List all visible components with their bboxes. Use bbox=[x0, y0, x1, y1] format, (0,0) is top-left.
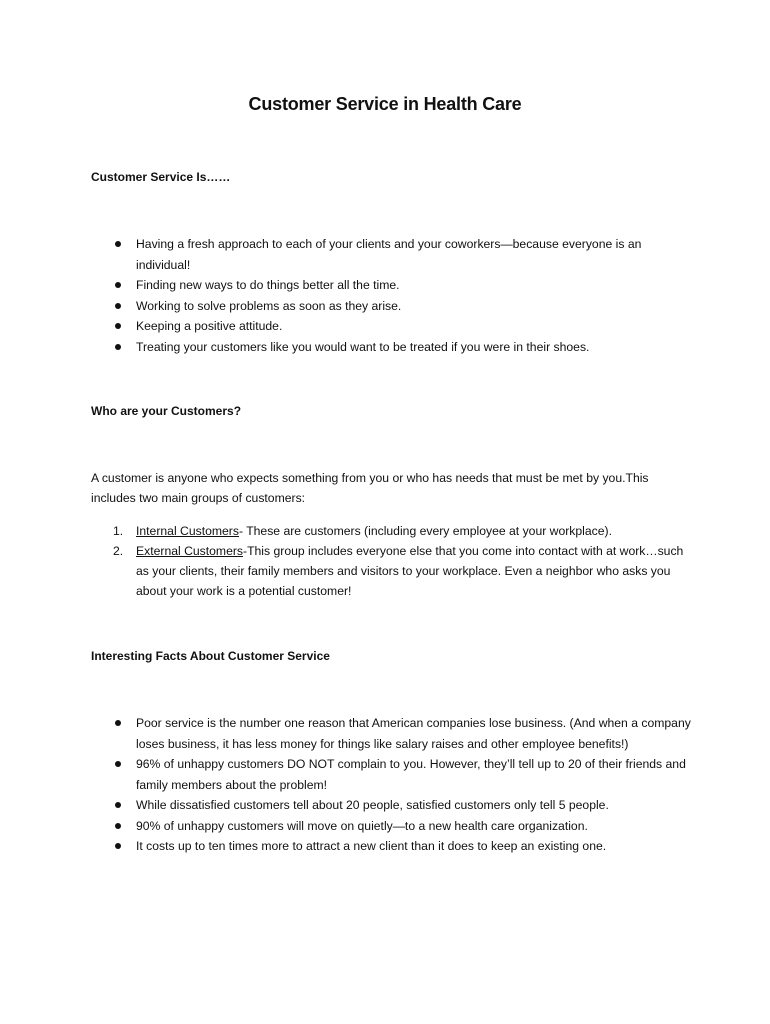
list-item bbox=[91, 541, 691, 601]
list-item bbox=[91, 234, 691, 275]
bullet-icon bbox=[115, 802, 121, 808]
bullet-icon bbox=[115, 720, 121, 726]
list-item-number: 2. bbox=[113, 544, 124, 558]
list-item bbox=[91, 836, 691, 857]
customer-groups-list bbox=[91, 521, 691, 601]
bullet-icon bbox=[115, 282, 121, 288]
list-item bbox=[91, 713, 691, 754]
external-customers-term: External Customers bbox=[136, 544, 244, 558]
list-item bbox=[91, 337, 691, 358]
list-item bbox=[91, 816, 691, 837]
list-item bbox=[91, 754, 691, 795]
list-item-text: -This group includes everyone else that you come into contact with at work…such as your clients, their family members and visitors to your workplace. Even a neighbor who asks you about your work is a potential customer! bbox=[136, 544, 684, 598]
bullet-icon bbox=[115, 843, 121, 849]
list-item-text: Working to solve problems as soon as they arise. bbox=[136, 298, 402, 313]
list-item-text: It costs up to ten times more to attract a new client than it does to keep an existing one. bbox=[136, 839, 607, 853]
list-item bbox=[91, 521, 691, 541]
list-item-text: Poor service is the number one reason that American companies lose business. (And when a company loses business, it has less money for things like salary raises and other employee benefits!) bbox=[136, 716, 691, 751]
bullet-icon bbox=[115, 303, 121, 309]
customers-intro-paragraph: A customer is anyone who expects something from you or who has needs that must be met by you.This includes two main groups of customers: bbox=[91, 471, 649, 505]
internal-customers-term: Internal Customers bbox=[136, 524, 239, 538]
section-heading-who-are-your-customers: Who are your Customers? bbox=[91, 404, 242, 418]
list-item-text: Treating your customers like you would want to be treated if you were in their shoes. bbox=[136, 339, 590, 354]
bullet-icon bbox=[115, 761, 121, 767]
bullet-icon bbox=[115, 344, 121, 350]
section-heading-customer-service-is: Customer Service Is…… bbox=[91, 170, 231, 184]
list-item-text: Finding new ways to do things better all the time. bbox=[136, 278, 400, 292]
interesting-facts-list bbox=[91, 713, 691, 857]
customer-service-is-list bbox=[91, 234, 691, 357]
list-item bbox=[91, 316, 691, 337]
list-item-number: 1. bbox=[113, 524, 124, 538]
bullet-icon bbox=[115, 823, 121, 829]
bullet-icon bbox=[115, 241, 121, 247]
list-item bbox=[91, 795, 691, 816]
list-item-text: Having a fresh approach to each of your clients and your coworkers—because everyone is an individual! bbox=[136, 237, 642, 272]
list-item bbox=[91, 275, 691, 296]
list-item-text: While dissatisfied customers tell about 20 people, satisfied customers only tell 5 people. bbox=[136, 798, 609, 812]
list-item-text: - These are customers (including every employee at your workplace). bbox=[238, 524, 612, 538]
list-item-text: 90% of unhappy customers will move on quietly—to a new health care organization. bbox=[136, 818, 588, 833]
list-item bbox=[91, 296, 691, 317]
page-title: Customer Service in Health Care bbox=[248, 94, 522, 114]
section-heading-interesting-facts: Interesting Facts About Customer Service bbox=[91, 649, 330, 663]
list-item-text: Keeping a positive attitude. bbox=[136, 319, 283, 333]
bullet-icon bbox=[115, 323, 121, 329]
list-item-text: 96% of unhappy customers DO NOT complain to you. However, they’ll tell up to 20 of their friends and family members about the problem! bbox=[136, 757, 686, 792]
